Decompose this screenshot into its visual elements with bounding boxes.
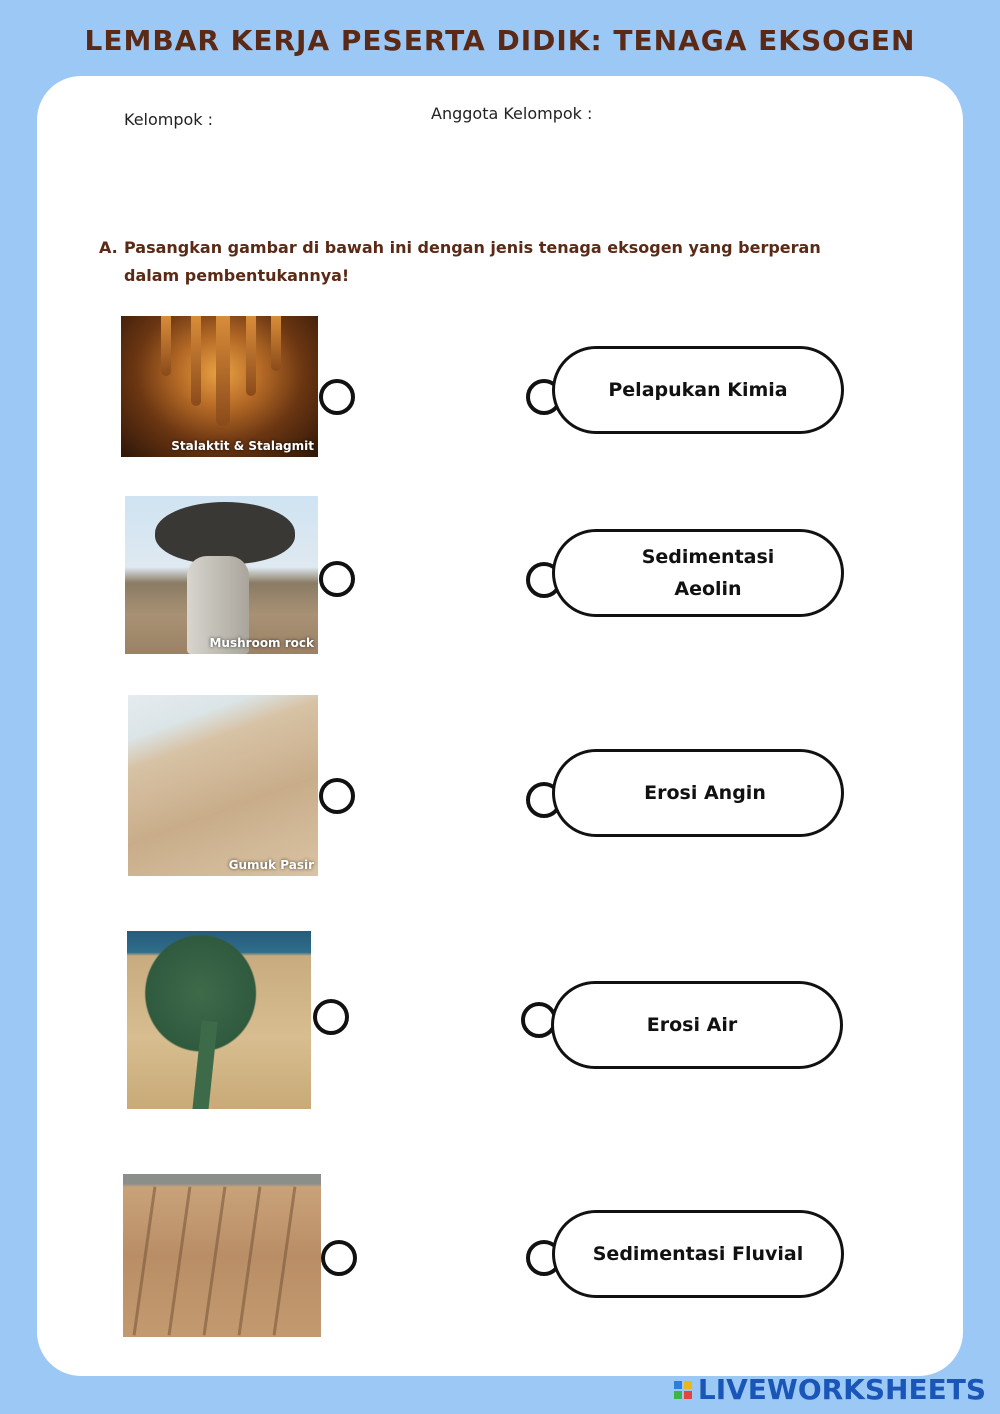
option-label: Pelapukan Kimia <box>608 379 788 401</box>
picture-sand-dune <box>128 695 318 876</box>
option-sedimentasi-aeolin[interactable] <box>552 529 844 617</box>
picture-stalactite <box>121 316 318 457</box>
option-label-line2: Aeolin <box>674 578 742 600</box>
instruction-number: A. <box>99 238 118 257</box>
worksheet-title: LEMBAR KERJA PESERTA DIDIK: TENAGA EKSOGEN <box>84 24 916 57</box>
picture-caption: Mushroom rock <box>209 636 314 650</box>
option-erosi-air[interactable] <box>551 981 843 1069</box>
members-label: Anggota Kelompok : <box>431 104 593 123</box>
option-pelapukan-kimia[interactable] <box>552 346 844 434</box>
picture-mushroom-rock <box>125 496 318 654</box>
group-label: Kelompok : <box>124 110 214 129</box>
instruction-text: Pasangkan gambar di bawah ini dengan jenis tenaga eksogen yang berperan dalam pembentukannya! <box>124 238 821 285</box>
match-dot-left-3[interactable] <box>319 778 355 814</box>
option-label: Erosi Angin <box>644 782 766 804</box>
liveworksheets-logo <box>674 1373 986 1406</box>
option-sedimentasi-fluvial[interactable] <box>552 1210 844 1298</box>
match-dot-left-5[interactable] <box>321 1240 357 1276</box>
brand-icon <box>674 1381 692 1399</box>
option-label-line1: Sedimentasi <box>641 546 775 568</box>
picture-caption: Gumuk Pasir <box>228 858 314 872</box>
picture-eroded-soil <box>123 1174 321 1337</box>
option-label: Sedimentasi Fluvial <box>592 1243 804 1265</box>
brand-text: LIVEWORKSHEETS <box>697 1373 986 1406</box>
option-label: Erosi Air <box>646 1014 738 1036</box>
instruction <box>99 234 839 290</box>
match-dot-left-1[interactable] <box>319 379 355 415</box>
option-erosi-angin[interactable] <box>552 749 844 837</box>
picture-river-delta <box>127 931 311 1109</box>
match-dot-left-4[interactable] <box>313 999 349 1035</box>
picture-caption: Stalaktit & Stalagmit <box>171 439 314 453</box>
match-dot-left-2[interactable] <box>319 561 355 597</box>
